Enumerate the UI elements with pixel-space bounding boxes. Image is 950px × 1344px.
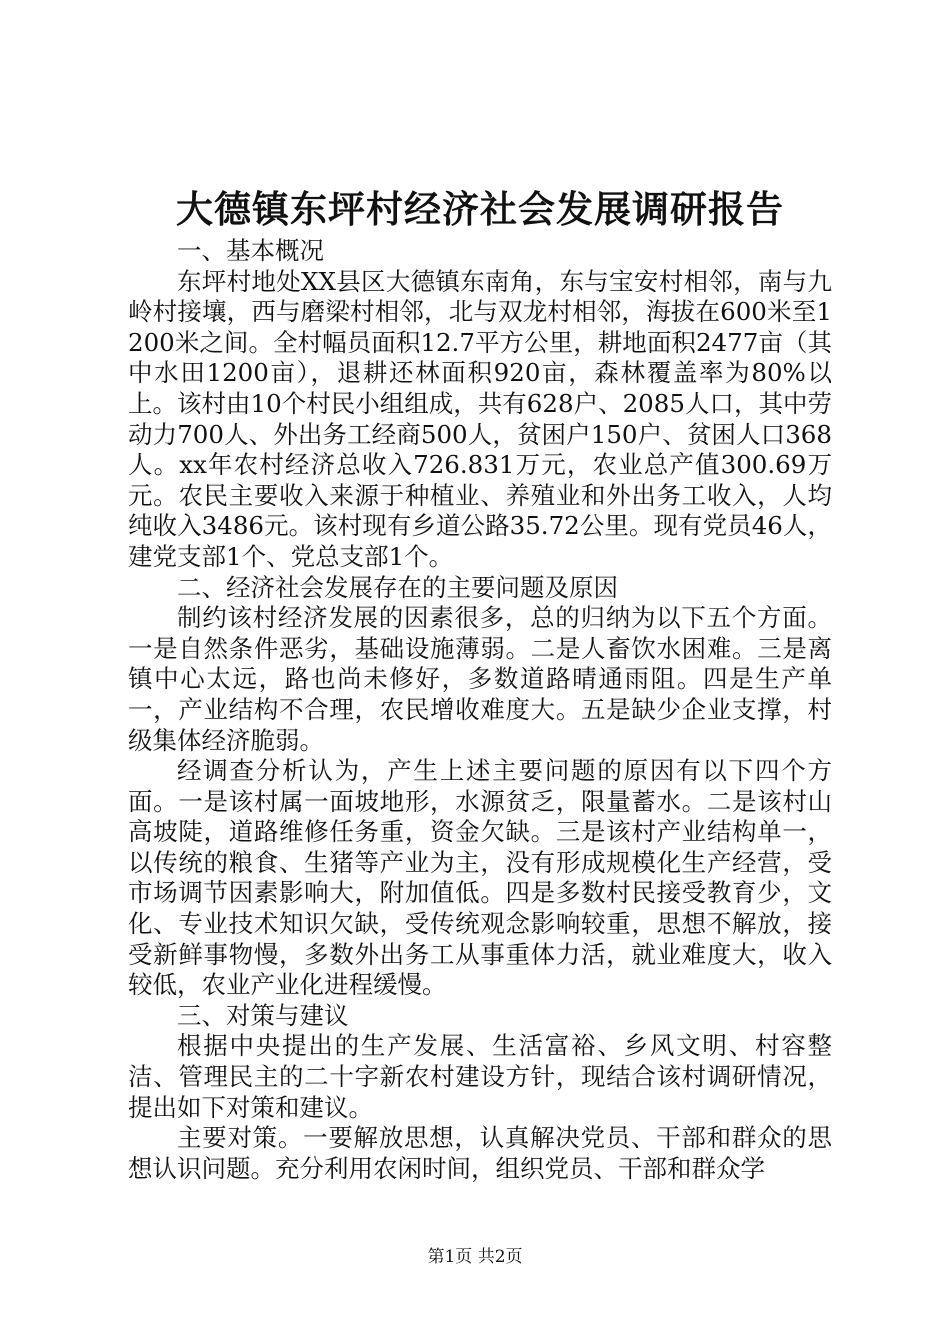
paragraph-main-measures: 主要对策。一要解放思想，认真解决党员、干部和群众的思想认识问题。充分利用农闲时间，组织党员、干部和群众学 [128,1123,832,1183]
paragraph-five-factors: 制约该村经济发展的因素很多，总的归纳为以下五个方面。一是自然条件恶劣，基础设施薄弱。二是人畜饮水困难。三是离镇中心太远，路也尚未修好，多数道路晴通雨阻。四是生产单一，产业结构不合理，农民增收难度大。五是缺少企业支撑，村级集体经济脆弱。 [128,603,832,755]
page-number-indicator: 第1页 共2页 [427,1247,523,1267]
section-heading-basic-overview: 一、基本概况 [177,236,324,265]
page-footer [0,1246,950,1268]
section-heading-problems: 二、经济社会发展存在的主要问题及原因 [177,572,618,602]
paragraph-four-causes: 经调查分析认为，产生上述主要问题的原因有以下四个方面。一是该村属一面坡地形，水源贫乏，限量蓄水。二是该村山高坡陡，道路维修任务重，资金欠缺。三是该村产业结构单一，以传统的粮食、生猪等产业为主，没有形成规模化生产经营，受市场调节因素影响大，附加值低。四是多数村民接受教育少，文化、专业技术知识欠缺，受传统观念影响较重，思想不解放，接受新鲜事物慢，多数外出务工从事重体力活，就业难度大，收入较低，农业产业化进程缓慢。 [128,756,832,1000]
section-heading-suggestions: 三、对策与建议 [177,1000,349,1030]
paragraph-policy-basis: 根据中央提出的生产发展、生活富裕、乡风文明、村容整洁、管理民主的二十字新农村建设方针，现结合该村调研情况，提出如下对策和建议。 [128,1031,832,1122]
document-body [128,236,832,1184]
paragraph-village-overview: 东坪村地处XX县区大德镇东南角，东与宝安村相邻，南与九岭村接壤，西与磨梁村相邻，北与双龙村相邻，海拔在600米至1200米之间。全村幅员面积12.7平方公里，耕地面积2477亩（其中水田1200亩），退耕还林面积920亩，森林覆盖率为80%以上。该村由10个村民小组组成，共有628户、2085人口，其中劳动力700人、外出务工经商500人，贫困户150户、贫困人口368人。xx年农村经济总收入726.831万元，农业总产值300.69万元。农民主要收入来源于种植业、养殖业和外出务工收入，人均纯收入3486元。该村现有乡道公路35.72公里。现有党员46人，建党支部1个、党总支部1个。 [128,266,832,571]
document-title: 大德镇东坪村经济社会发展调研报告 [176,187,784,231]
